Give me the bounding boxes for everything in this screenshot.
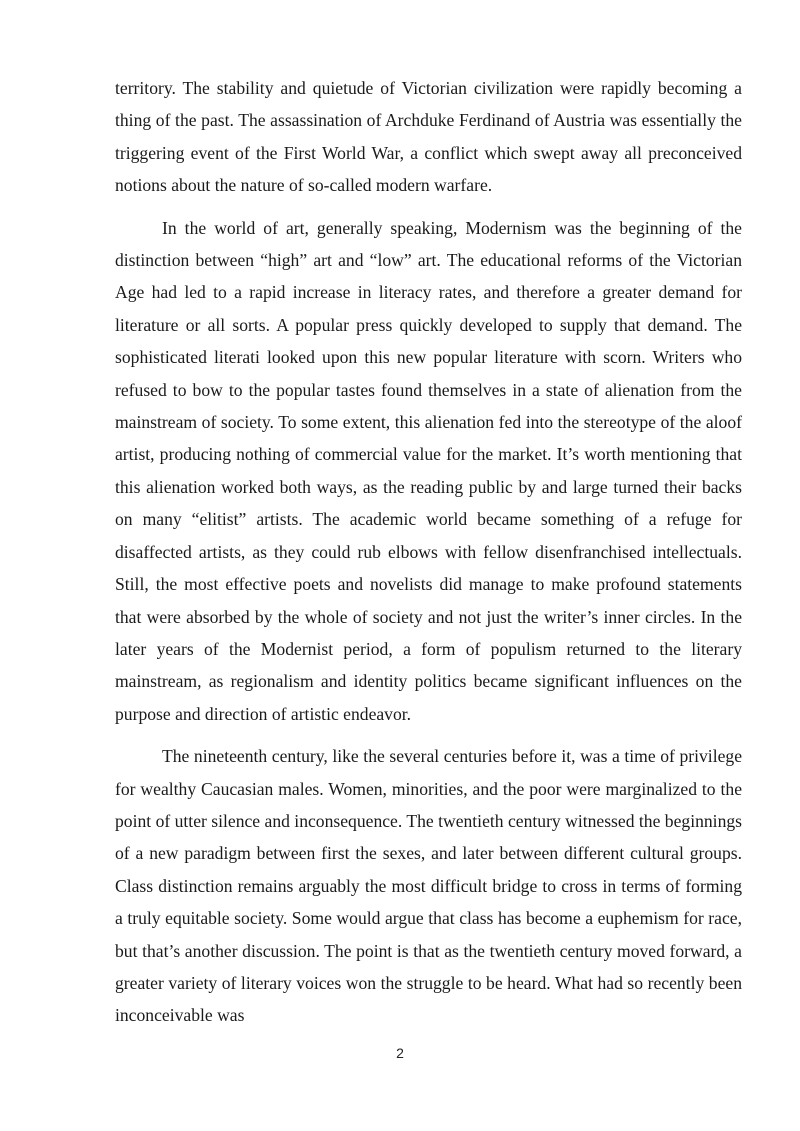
paragraph-nineteenth-century: The nineteenth century, like the several centuries before it, was a time of privilege for wealthy Caucasian males. Women, minorities, and the poor were marginalized to the point of utter silence and inconsequence. The twentieth century witnessed the beginnings of a new paradigm between first the sexes, and later between different cultural groups. Class distinction remains arguably the most difficult bridge to cross in terms of forming a truly equitable society. Some would argue that class has become a euphemism for race, but that’s another discussion. The point is that as the twentieth century moved forward, a greater variety of literary voices won the struggle to be heard. What had so recently been inconceivable was xyxy=(115,746,743,1026)
page-number: 2 xyxy=(396,1045,404,1061)
body-text xyxy=(115,72,742,1042)
paragraph-continuation: territory. The stability and quietude of Victorian civilization were rapidly becoming a thing of the past. The assassination of Archduke Ferdinand of Austria was essentially the triggering event of the First World War, a conflict which swept away all preconceived notions about the nature of so-called modern warfare. xyxy=(115,78,742,196)
paragraph-modernism-art: In the world of art, generally speaking, Modernism was the beginning of the distinction between “high” art and “low” art. The educational reforms of the Victorian Age had led to a rapid increase in literacy rates, and therefore a greater demand for literature or all sorts. A popular press quickly developed to supply that demand. The sophisticated literati looked upon this new popular literature with scorn. Writers who refused to bow to the popular tastes found themselves in a state of alienation from the mainstream of society. To some extent, this alienation fed into the stereotype of the aloof artist, producing nothing of commercial value for the market. It’s worth mentioning that this alienation worked both ways, as the reading public by and large turned their backs on many “elitist” artists. The academic world became something of a refuge for disaffected artists, as they could rub elbows with fellow disenfranchised intellectuals. Still, the most effective poets and novelists did manage to make profound statements that were absorbed by the whole of society and not just the writer’s inner circles. In the later years of the Modernist period, a form of populism returned to the literary mainstream, as regionalism and identity politics became significant influences on the purpose and direction of artistic endeavor. xyxy=(115,217,742,724)
